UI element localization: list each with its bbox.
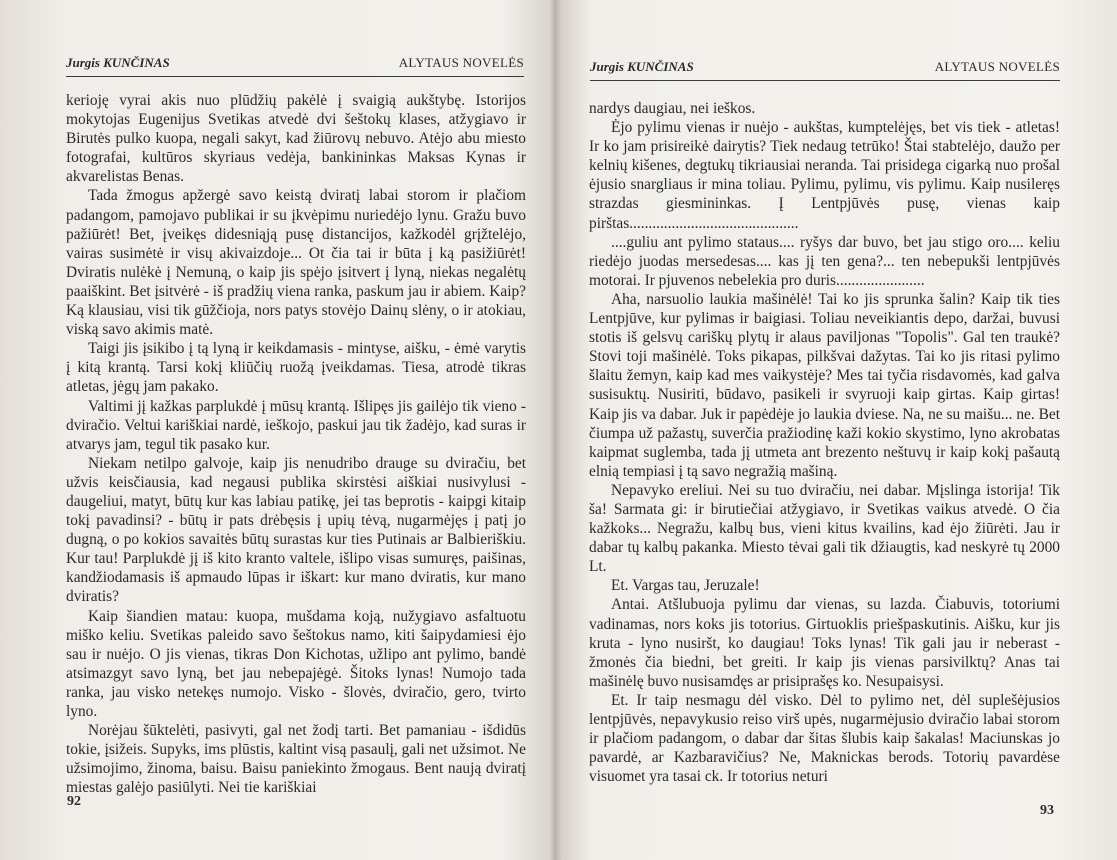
paragraph: nardys daugiau, nei ieškos. bbox=[589, 100, 756, 117]
paragraph: Norėjau šūktelėti, pasivyti, gal net žodį tarti. Bet pamaniau - išdidūs tokie, įsižeis. Supyks, ims plūstis, kaltint visą pasaulį, gali net užsimot. Ne užsimojimo, žinoma, baisu. Baisu paniekinto žmogaus. Bent naują dviratį miestas galėjo pasiūlyti. Nei tie kariškiai bbox=[66, 722, 526, 797]
right-page bbox=[562, 0, 1117, 860]
page-body bbox=[66, 91, 526, 797]
paragraph: ....guliu ant pylimo stataus.... ryšys dar buvo, bet jau stigo oro.... keliu riedėjo juodas mersedesas.... kas jį ten gena?... ten nebepukši lentpjūvės motorai. Ir pjuvenos nebelekia pro duris....................... bbox=[589, 233, 1060, 289]
paragraph: Kaip šiandien matau: kuopa, mušdama koją, nužygiavo asfaltuotu miško keliu. Svetikas paleido savo šeštokus namo, kiti šaipydamiesi ėjo sau ir nuėjo. O jis vienas, tikras Don Kichotas, užlipo ant pylimo, bandė atsimazgyt savo lyną, bet jau nebepajėgė. Šitoks lynas! Numojo tada ranka, jau visko netekęs numojo. Visko - šlovės, dviračio, gero, tvirto lyno. bbox=[66, 607, 526, 720]
paragraph: Niekam netilpo galvoje, kaip jis nenudribo drauge su dviračiu, bet užvis keisčiausia, kad negausi publika skirstėsi aiškiai nusivylusi - daugeliui, matyt, būtų kur kas labiau patikę, jei tas beprotis - kaipgi kitaip tokį pavadinsi? - būtų ir pats drėbęsis į upių tėvą, nugarmėjęs į patį jo dugną, o po kokios savaitės būtų surastas kur ties Putinais ar Balbieriškiu. Kur tau! Parplukdė jį iš kito kranto valtele, išlipo visas sumuręs, paišinas, kandžiodamasis iš apmaudo lūpas ir iškart: kur mano dviratis, kur mano dviratis? bbox=[66, 454, 526, 606]
running-header bbox=[66, 52, 524, 77]
header-author: Jurgis KUNČINAS bbox=[66, 55, 170, 70]
paragraph: Antai. Atšlubuoja pylimu dar vienas, su lazda. Čiabuvis, totoriumi vadinamas, nors koks jis totorius. Girtuoklis priešpaskutinis. Aišku, kur jis kruta - lyno nusiršt, ko daugiau! Toks lynas! Tik gali jau ir neberast - žmonės čia biedni, bet greiti. Ir kaip jis vienas parsivilktų? Anas tai mašinėlę buvo nusisamdęs ar prisiprašęs ko. Nesupaisysi. bbox=[589, 596, 1060, 690]
paragraph: Tada žmogus apžergė savo keistą dviratį labai storom ir plačiom padangom, pamojavo publikai ir su įkvėpimu nuriedėjo lynu. Gražu buvo pažiūrėt! Bet, įveikęs didesniąją pusę distancijos, kažkodėl grįžtelėjo, vairas susimėtė ir visų akivaizdoje... Ot čia tai ir būta į ką pasižiūrėt! Dviratis nulėkė į Nemuną, o kaip jis spėjo įsitvert į lyną, niekas negalėtų paaiškint. Bet įsitvėrė - iš pradžių viena ranka, paskum jau ir abiem. Kaip? Ką klausiau, visi tik gūžčioja, nors patys stovėjo Dainų slėny, o ir atokiau, viską savo akimis matė. bbox=[66, 187, 526, 339]
page-body bbox=[589, 99, 1060, 786]
paragraph: Taigi jis įsikibo į tą lyną ir keikdamasis - mintyse, aišku, - ėmė varytis į kitą krantą. Tarsi kokį kliūčių ruožą įveikdamas. Tiesa, atrodė tikras atletas, jėgų jam pakako. bbox=[66, 340, 526, 396]
header-book-title: ALYTAUS NOVELĖS bbox=[934, 59, 1060, 74]
paragraph: Ėjo pylimu vienas ir nuėjo - aukštas, kumptelėjęs, bet vis tiek - atletas! Ir ko jam prisireikė dairytis? Tiek nedaug tetrūko! Štai stabtelėjo, daužo per kelnių kišenes, degtukų tikriausiai neranda. Tai prisidega cigarką nuo prošal ėjusio snargliaus ir mina toliau. Pylimu, pylimu, vis pylimu. Kaip nusileręs strazdas giesmininkas. Į Lentpjūvės pusę, vienas kaip pirštas............................................ bbox=[589, 119, 1060, 232]
paragraph: kerioję vyrai akis nuo plūdžių pakėlė į svaigią aukštybę. Istorijos mokytojas Eugenijus Svetikas atvedė dvi šeštokų klases, atžygiavo ir Birutės pulko kuopa, negali sakyt, kad žiūrovų nebuvo. Atėjo abu miesto fotografai, kultūros skyriaus vedėja, bankininkas Maksas Kynas ir akvarelistas Benas. bbox=[66, 92, 526, 186]
running-header bbox=[590, 56, 1060, 81]
page-number: 92 bbox=[67, 794, 81, 809]
header-book-title: ALYTAUS NOVELĖS bbox=[398, 55, 524, 70]
paragraph: Et. Vargas tau, Jeruzale! bbox=[611, 577, 760, 595]
paragraph: Aha, narsuolio laukia mašinėlė! Tai ko jis sprunka šalin? Kaip tik ties Lentpjūve, kur pylimas ir baigiasi. Toliau neveikiantis depo, daržai, buvusi stotis iš gelsvų cariškų plytų ir alaus paviljonas "Topolis". Gal ten traukė? Stovi toji mašinėlė. Toks pikapas, pilkšvai dažytas. Tai ko jis ritasi pylimo šlaitu žemyn, kaip kad mes vaikystėje? Mes tai tyčia risdavomės, kad galva susisuktų. Nusiriti, būdavo, pasikeli ir svyruoji kaip girtas. Kaip girtas! Kaip jis va dabar. Juk ir papėdėje jo laukia dviese. Na, ne su maišu... ne. Bet čiumpa už pažastų, suverčia pražiodinę kaži kokio skystimo, lyno akrobatas kaipmat suglemba, tada jį utmeta ant brezento neštuvų ir kaip kokį pašautą elnią tempiasi į tą savo negražią mašiną. bbox=[589, 290, 1060, 480]
paragraph: Valtimi jį kažkas parplukdė į mūsų krantą. Išlipęs jis gailėjo tik vieno - dviračio. Veltui kariškiai nardė, ieškojo, paskui jau tik žadėjo, kad suras ir atvarys jam, tegul tik pasako kur. bbox=[66, 397, 526, 453]
left-page bbox=[0, 0, 555, 860]
page-number: 93 bbox=[1040, 803, 1054, 818]
paragraph: Nepavyko ereliui. Nei su tuo dviračiu, nei dabar. Mįslinga istorija! Tik ša! Sarmata gi: ir birutiečiai atžygiavo, ir Svetikas vaikus atvedė. O čia kažkoks... Negražu, kalbų bus, vieni kitus kvailins, kad ėjo žiūrėti. Jau ir dabar tų kalbų pakanka. Miesto tėvai gali tik džiaugtis, kad neskyrė tų 2000 Lt. bbox=[589, 481, 1060, 576]
paragraph: Et. Ir taip nesmagu dėl visko. Dėl to pylimo net, dėl suplešėjusios lentpjūvės, nepavykusio reiso virš upės, nugarmėjusio dviračio labai storom ir plačiom padangom, o dabar dar šitas šlubis kaip šakalas! Maciunskas jo pavardė, ar Kazbaravičius? Ne, Maknickas berods. Totorių pavardėse visuomet yra tasai ck. Ir totorius neturi bbox=[589, 691, 1060, 786]
header-author: Jurgis KUNČINAS bbox=[590, 59, 694, 74]
